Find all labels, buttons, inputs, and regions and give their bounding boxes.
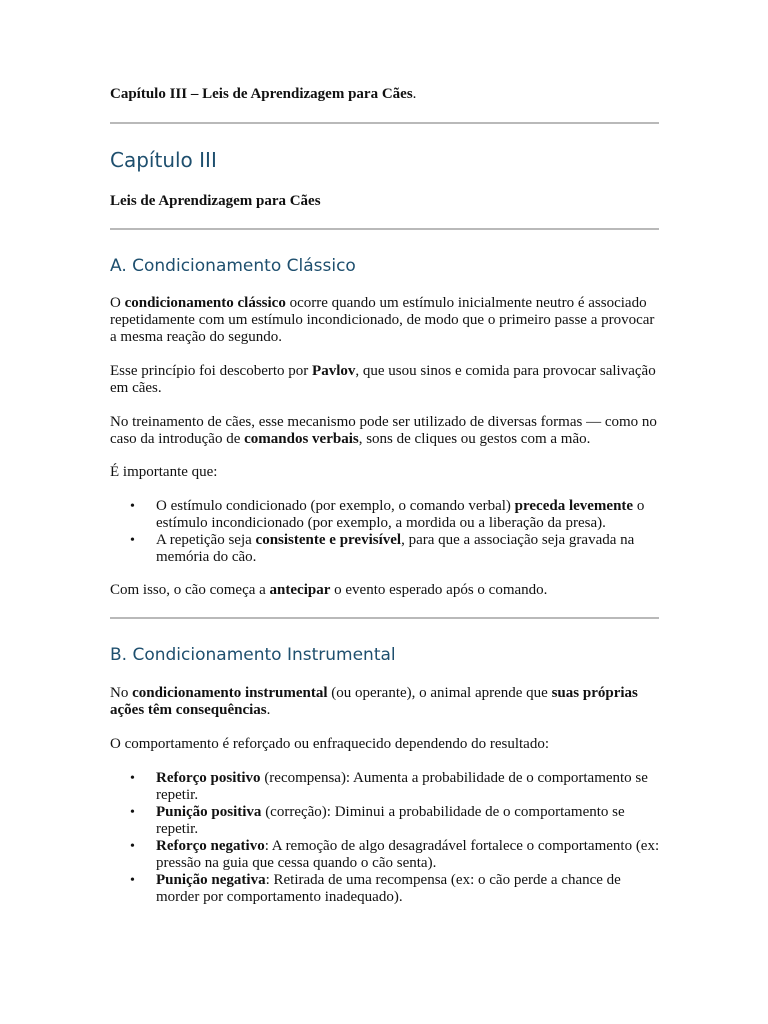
list-item xyxy=(110,770,660,804)
text: (recompensa): Aumenta a probabilidade de o comportamento se repetir. xyxy=(156,770,648,803)
text: O xyxy=(110,295,125,311)
text: , sons de cliques ou gestos com a mão. xyxy=(358,431,591,447)
section-b-bullet-list xyxy=(110,770,660,906)
bold-term: Reforço negativo xyxy=(156,838,265,854)
bold-term: Pavlov xyxy=(312,363,356,379)
text: . xyxy=(266,702,271,718)
bullet-icon: • xyxy=(130,499,135,514)
text: Com isso, o cão começa a xyxy=(110,582,270,598)
text: o evento esperado após o comando. xyxy=(330,582,548,598)
bold-term: consistente e previsível xyxy=(255,532,402,548)
bold-term: condicionamento clássico xyxy=(124,295,286,311)
bold-term: Reforço positivo xyxy=(156,770,261,786)
text: : A remoção de algo desagradável fortalece o comportamento (ex: pressão na guia que cessa quando o cão senta). xyxy=(156,838,660,871)
bullet-icon: • xyxy=(130,805,135,820)
chapter-subtitle-text: Leis de Aprendizagem para Cães xyxy=(110,193,321,209)
bold-term: antecipar xyxy=(269,582,331,598)
section-a-paragraph-5 xyxy=(110,582,660,599)
section-b-paragraph-1 xyxy=(110,685,660,719)
text: ocorre quando um estímulo inicialmente neutro é associado repetidamente com um estímulo incondicionado, de modo que o primeiro passe a provocar a mesma reação do segundo. xyxy=(110,295,655,345)
bold-term: suas próprias ações têm consequências xyxy=(110,685,638,718)
bold-term: comandos verbais xyxy=(244,431,359,447)
text: (ou operante), o animal aprende que xyxy=(327,685,552,701)
divider xyxy=(110,228,659,230)
chapter-title: Capítulo III xyxy=(110,148,217,172)
text: No treinamento de cães, esse mecanismo pode ser utilizado de diversas formas — como no caso da introdução de xyxy=(110,414,657,447)
bold-term: preceda levemente xyxy=(514,498,634,514)
bold-term: Punição positiva xyxy=(156,804,262,820)
list-item xyxy=(110,838,660,872)
section-a-heading: A. Condicionamento Clássico xyxy=(110,256,356,276)
text: A repetição seja xyxy=(156,532,256,548)
text: O estímulo condicionado (por exemplo, o comando verbal) xyxy=(156,498,515,514)
section-b-paragraph-2: O comportamento é reforçado ou enfraquecido dependendo do resultado: xyxy=(110,736,549,752)
list-item xyxy=(110,532,660,566)
text: : Retirada de uma recompensa (ex: o cão perde a chance de morder por comportamento inadequado). xyxy=(156,872,621,905)
doc-header-title: Capítulo III – Leis de Aprendizagem para Cães xyxy=(110,86,413,102)
bullet-icon: • xyxy=(130,771,135,786)
text: , que usou sinos e comida para provocar salivação em cães. xyxy=(110,363,656,396)
list-item xyxy=(110,498,660,532)
divider xyxy=(110,617,659,619)
bullet-icon: • xyxy=(130,873,135,888)
section-a-paragraph-1 xyxy=(110,295,660,346)
divider xyxy=(110,122,659,124)
section-b-heading: B. Condicionamento Instrumental xyxy=(110,645,396,665)
bold-term: condicionamento instrumental xyxy=(132,685,328,701)
doc-header xyxy=(110,86,660,103)
text: Esse princípio foi descoberto por xyxy=(110,363,313,379)
text: (correção): Diminui a probabilidade de o comportamento se repetir. xyxy=(156,804,625,837)
chapter-subtitle xyxy=(110,193,660,210)
bold-term: Punição negativa xyxy=(156,872,266,888)
section-a-paragraph-2 xyxy=(110,363,660,397)
text: , para que a associação seja gravada na memória do cão. xyxy=(156,532,635,565)
list-item xyxy=(110,872,660,906)
section-a-paragraph-4: É importante que: xyxy=(110,464,218,480)
section-a-bullet-list xyxy=(110,498,660,566)
bullet-icon: • xyxy=(130,533,135,548)
text: No xyxy=(110,685,133,701)
bullet-icon: • xyxy=(130,839,135,854)
text: o estímulo incondicionado (por exemplo, a mordida ou a liberação da presa). xyxy=(156,498,645,531)
list-item xyxy=(110,804,660,838)
doc-header-period: . xyxy=(412,86,417,102)
section-a-paragraph-3 xyxy=(110,414,660,448)
